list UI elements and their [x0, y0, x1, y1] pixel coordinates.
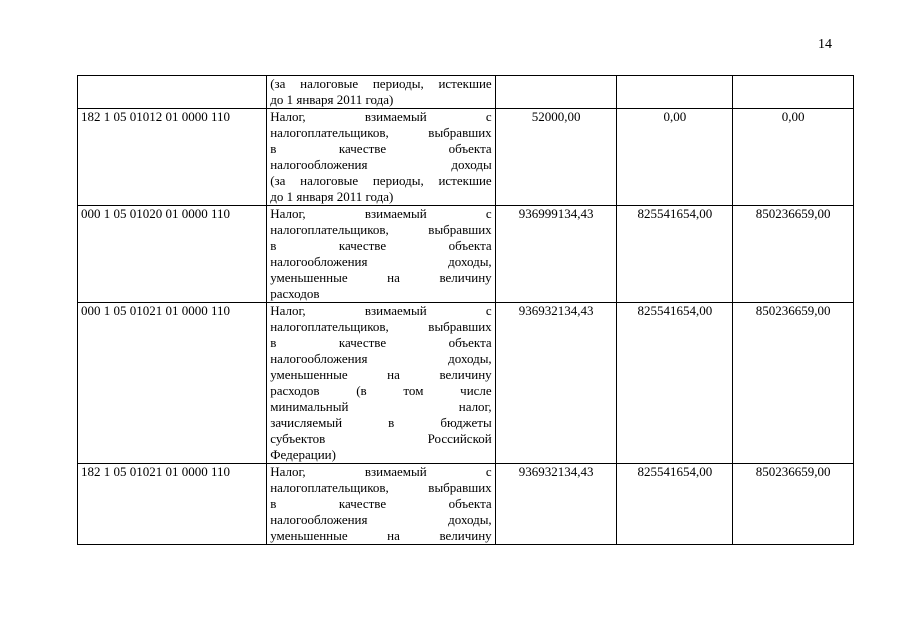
amount-cell-v2019: 0,00 [617, 109, 733, 206]
budget-table [77, 75, 854, 580]
income-name-line: Налог, взимаемый с [270, 206, 492, 221]
income-name-line: налогоплательщиков, выбравших [270, 125, 492, 140]
kbk-code-cell [78, 76, 267, 109]
income-name-line: минимальный налог, [270, 399, 492, 414]
amount-cell-v2020: 0,00 [733, 109, 854, 206]
income-name-line: до 1 января 2011 года) [270, 189, 394, 204]
income-name-line: налогообложения доходы [270, 157, 492, 172]
income-name-cell [267, 464, 495, 545]
amount-cell-v2020: 850236659,00 [733, 303, 854, 464]
kbk-code-cell: 000 1 05 01020 01 0000 110 [78, 206, 267, 303]
income-name-cell [267, 206, 495, 303]
amount-cell-v2020: 850236659,00 [733, 206, 854, 303]
income-name-line: в качестве объекта [270, 238, 492, 253]
amount-cell-v2020 [733, 76, 854, 109]
income-name-line: уменьшенные на величину [270, 528, 492, 543]
income-name-line: уменьшенные на величину [270, 367, 492, 382]
income-name-line: зачисляемый в бюджеты [270, 415, 492, 430]
kbk-code-cell: 182 1 05 01012 01 0000 110 [78, 109, 267, 206]
income-name-line: Федерации) [270, 447, 336, 462]
amount-cell-v2020: 850236659,00 [733, 464, 854, 545]
kbk-code-cell: 182 1 05 01021 01 0000 110 [78, 464, 267, 545]
income-name-cell [267, 303, 495, 464]
income-name-line: налогоплательщиков, выбравших [270, 222, 492, 237]
amount-cell-v2018: 936999134,43 [495, 206, 617, 303]
income-name-line: Налог, взимаемый с [270, 464, 492, 479]
income-name-line: (за налоговые периоды, истекшие [270, 173, 492, 188]
income-name-line: в качестве объекта [270, 496, 492, 511]
income-name-line: (за налоговые периоды, истекшие [270, 76, 492, 91]
income-name-line: в качестве объекта [270, 335, 492, 350]
income-name-line: расходов (в том числе [270, 383, 492, 398]
income-name-cell [267, 76, 495, 109]
amount-cell-v2018: 936932134,43 [495, 303, 617, 464]
income-name-line: налогообложения доходы, [270, 351, 492, 366]
income-name-line: налогоплательщиков, выбравших [270, 480, 492, 495]
table-row [78, 464, 854, 545]
amount-cell-v2018: 52000,00 [495, 109, 617, 206]
income-name-line: Налог, взимаемый с [270, 109, 492, 124]
income-name-line: налогоплательщиков, выбравших [270, 319, 492, 334]
income-name-line: налогообложения доходы, [270, 254, 492, 269]
income-name-line: уменьшенные на величину [270, 270, 492, 285]
income-name-line: расходов [270, 286, 320, 301]
amount-cell-v2019: 825541654,00 [617, 303, 733, 464]
income-name-line: налогообложения доходы, [270, 512, 492, 527]
table-row [78, 303, 854, 464]
income-name-line: субъектов Российской [270, 431, 492, 446]
amount-cell-v2019 [617, 76, 733, 109]
kbk-code-cell: 000 1 05 01021 01 0000 110 [78, 303, 267, 464]
table-row [78, 206, 854, 303]
amount-cell-v2019: 825541654,00 [617, 206, 733, 303]
income-name-cell [267, 109, 495, 206]
table-row [78, 109, 854, 206]
income-name-line: Налог, взимаемый с [270, 303, 492, 318]
amount-cell-v2019: 825541654,00 [617, 464, 733, 545]
amount-cell-v2018: 936932134,43 [495, 464, 617, 545]
page-number: 14 [818, 37, 832, 52]
income-name-line: до 1 января 2011 года) [270, 92, 394, 107]
table-row [78, 76, 854, 109]
amount-cell-v2018 [495, 76, 617, 109]
income-name-line: в качестве объекта [270, 141, 492, 156]
